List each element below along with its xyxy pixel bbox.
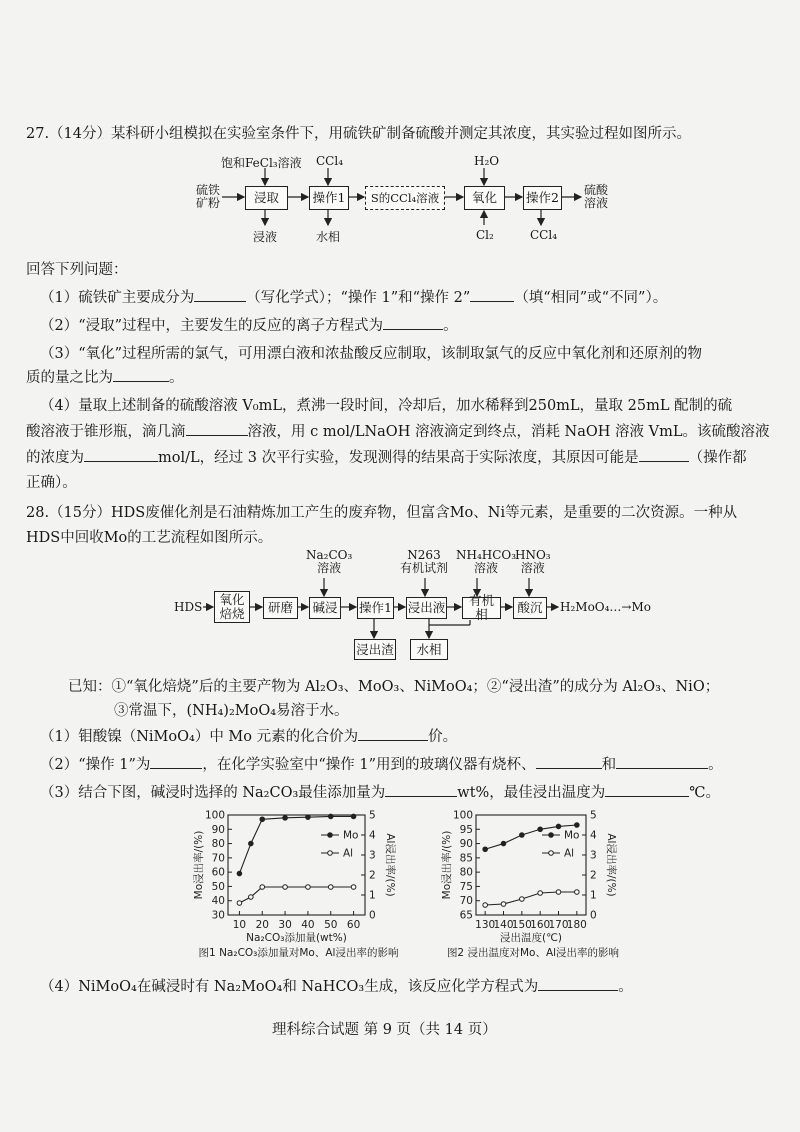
chart2-x-tick-label: 140 (493, 919, 514, 931)
chart1-y2-tick-label: 5 (369, 809, 376, 822)
chart2-legend-al-marker (549, 851, 554, 856)
chart2-series-al-line (485, 892, 577, 905)
q28-part1: （1）钼酸镍（NiMoO₄）中 Mo 元素的化合价为 价。 (40, 729, 458, 745)
chart2-x-axis-label: 浸出温度(℃) (500, 932, 562, 944)
q28-box-organic-phase: 有机相 (462, 597, 501, 619)
chart2-x-tick-label: 150 (511, 919, 532, 931)
q28-stem-line1: 28.（15分）HDS废催化剂是石油精炼加工产生的废弃物，但富含Mo、Ni等元素，是重要的二次资源。一种从 (26, 505, 738, 521)
q28-known-2: ③常温下，(NH₄)₂MoO₄易溶于水。 (114, 703, 349, 719)
chart1-y-tick-label: 50 (211, 880, 225, 893)
q27-part1: （1）硫铁矿主要成分为 （写化学式）；“操作 1”和“操作 2” （填“相同”或“不同”）。 (40, 290, 668, 306)
chart2-series-mo-point (520, 833, 525, 838)
chart2-y-tick-label: 80 (459, 866, 473, 879)
q27-end: 硫酸 溶液 (584, 183, 609, 210)
q27-part4-line4: 正确）。 (26, 475, 77, 491)
chart2-series-al-point (483, 903, 488, 908)
chart2-series-al-point (575, 890, 580, 895)
chart2-y-tick-label: 95 (459, 823, 473, 836)
q28-reagent-hno3: HNO₃ 溶液 (515, 548, 551, 575)
q28-box-roast: 氧化 焙烧 (214, 591, 250, 623)
q28-known-1: 已知：①“氧化焙烧”后的主要产物为 Al₂O₃、MoO₃、NiMoO₄；②“浸出渣”的成分为 Al₂O₃、NiO； (68, 679, 720, 695)
q28-box-aqueous: 水相 (410, 639, 448, 660)
q28-box-residue: 浸出渣 (354, 639, 396, 660)
q27-out-leachate: 浸液 (253, 230, 278, 244)
chart2-series-al-point (520, 897, 525, 902)
chart2-x-tick-label: 130 (475, 919, 496, 931)
chart2-series-mo-point (556, 824, 561, 829)
q28-end-product: H₂MoO₄…→Mo (560, 600, 652, 614)
chart2-y2-axis-label: Al浸出率/(%) (605, 833, 617, 897)
q27-in-fecl3: 饱和FeCl₃溶液 (221, 156, 302, 170)
q27-part4-line2: 酸溶液于锥形瓶，滴几滴 溶液，用 c mol/LNaOH 溶液滴定到终点，消耗 NaOH 溶液 VmL。该硫酸溶液 (26, 424, 770, 440)
chart2-y2-tick-label: 4 (590, 829, 597, 842)
q27-part3-line1: （3）“氧化”过程所需的氯气，可用漂白液和浓盐酸反应制取，该制取氯气的反应中氧化剂和还原剂的物 (40, 346, 703, 362)
chart1-y-axis-label: Mo浸出率/(%) (193, 830, 205, 900)
chart1-y-tick-label: 40 (211, 895, 225, 908)
q27-stem: 27.（14分）某科研小组模拟在实验室条件下，用硫铁矿制备硫酸并测定其浓度，其实验过程如图所示。 (26, 126, 692, 142)
chart2-series-mo-point (538, 827, 543, 832)
q27-part4-line3: 的浓度为 mol/L，经过 3 次平行实验，发现测得的结果高于实际浓度，其原因可能是 （操作都 (26, 450, 747, 466)
q28-stem-line2: HDS中回收Mo的工艺流程如图所示。 (26, 530, 273, 546)
chart2-y-tick-label: 70 (459, 895, 473, 908)
chart1-y2-tick-label: 2 (369, 869, 376, 882)
q27-box-op2: 操作2 (523, 186, 562, 210)
chart2-y-axis-label: Mo浸出率/(%) (441, 830, 453, 900)
chart2-y-tick-label: 65 (459, 909, 473, 922)
q28-box-grind: 研磨 (263, 597, 298, 619)
page-footer: 理科综合试题 第 9 页（共 14 页） (272, 1022, 497, 1038)
chart2-y-tick-label: 100 (452, 809, 473, 822)
q27-box-leach: 浸取 (245, 186, 288, 210)
q27-out-ccl4: CCl₄ (530, 228, 558, 242)
chart2-series-al-point (556, 890, 561, 895)
q27-box-oxidation: 氧化 (464, 186, 505, 210)
q28-reagent-na2co3: Na₂CO₃ 溶液 (306, 548, 353, 575)
chart2-legend-al-label: Al (564, 847, 575, 860)
chart1-x-tick-label: 40 (301, 919, 315, 931)
q27-intro: 回答下列问题： (26, 262, 128, 278)
q28-part2: （2）“操作 1”为 ，在化学实验室中“操作 1”用到的玻璃仪器有烧杯、 和 。 (40, 757, 723, 773)
q28-box-acid-precip: 酸沉 (513, 597, 547, 619)
q27-in-h2o: H₂O (474, 154, 500, 168)
chart1-y-tick-label: 90 (211, 823, 225, 836)
q27-part3-line2: 质的量之比为 。 (26, 370, 184, 386)
q28-start-hds: HDS (174, 600, 203, 614)
q28-reagent-nh4hco3: NH₄HCO₃ 溶液 (456, 548, 517, 575)
chart1-x-tick-label: 60 (346, 919, 361, 931)
chart1-y2-tick-label: 4 (369, 829, 376, 842)
q27-out-cl2: Cl₂ (476, 228, 494, 242)
chart2-y-tick-label: 90 (459, 838, 473, 851)
chart1-x-tick-label: 10 (232, 919, 247, 931)
chart1-y2-tick-label: 3 (369, 849, 376, 862)
chart1-y2-axis-label: Al浸出率/(%) (384, 833, 396, 897)
chart1-x-tick-label: 30 (278, 919, 292, 931)
chart2-title: 图2 浸出温度对Mo、Al浸出率的影响 (446, 947, 620, 959)
chart2-series-mo-point (501, 841, 506, 846)
chart2-series-al-point (538, 891, 543, 896)
chart1-x-tick-label: 50 (324, 919, 338, 931)
chart2-y2-tick-label: 0 (590, 909, 597, 922)
chart1-y2-tick-label: 0 (369, 909, 376, 922)
chart2-y-tick-label: 75 (459, 880, 473, 893)
q28-box-leachate: 浸出液 (406, 597, 447, 619)
chart2-y2-tick-label: 1 (590, 889, 597, 902)
q27-box-op1: 操作1 (309, 186, 349, 210)
q28-box-op1: 操作1 (357, 597, 394, 619)
q28-part4: （4）NiMoO₄在碱浸时有 Na₂MoO₄和 NaHCO₃生成，该反应化学方程式为 。 (40, 979, 633, 995)
q28-box-alkali-leach: 碱浸 (309, 597, 341, 619)
chart2-series-mo-point (575, 823, 580, 828)
chart2-series-mo-point (483, 847, 488, 852)
chart1-legend-al-label: Al (343, 847, 354, 860)
chart1-title: 图1 Na₂CO₃添加量对Mo、Al浸出率的影响 (198, 947, 399, 959)
q27-part2: （2）“浸取”过程中，主要发生的反应的离子方程式为 。 (40, 318, 458, 334)
chart1-y2-tick-label: 1 (369, 889, 376, 902)
chart2-y2-tick-label: 5 (590, 809, 597, 822)
chart2-x-tick-label: 180 (566, 919, 587, 931)
chart1-y-tick-label: 70 (211, 852, 225, 865)
q27-box-s-ccl4: S的CCl₄溶液 (365, 186, 445, 210)
chart2-y-tick-label: 85 (459, 852, 473, 865)
chart2-x-tick-label: 170 (548, 919, 569, 931)
chart2-series-al-point (501, 902, 506, 907)
chart2-legend-mo-label: Mo (564, 829, 580, 842)
chart2-y2-tick-label: 3 (590, 849, 597, 862)
q27-out-aqueous: 水相 (316, 230, 341, 244)
q28-part3: （3）结合下图，碱浸时选择的 Na₂CO₃最佳添加量为 wt%，最佳浸出温度为 ℃。 (40, 785, 721, 801)
chart1-y-tick-label: 100 (204, 809, 225, 822)
q27-start: 硫铁 矿粉 (196, 183, 221, 210)
chart2-x-tick-label: 160 (530, 919, 551, 931)
q27-in-ccl4: CCl₄ (316, 154, 344, 168)
chart1-y-tick-label: 60 (211, 866, 225, 879)
q28-reagent-n263: N263 有机试剂 (400, 548, 449, 575)
chart2-y2-tick-label: 2 (590, 869, 597, 882)
chart1-x-tick-label: 20 (255, 919, 269, 931)
q27-part4-line1: （4）量取上述制备的硫酸溶液 V₀mL，煮沸一段时间，冷却后，加水稀释到250mL，量取 25mL 配制的硫 (40, 398, 733, 414)
chart1-x-axis-label: Na₂CO₃添加量(wt%) (246, 932, 347, 944)
chart1-y-tick-label: 30 (211, 909, 225, 922)
chart1-legend-mo-label: Mo (343, 829, 359, 842)
chart1-y-tick-label: 80 (211, 838, 225, 851)
chart2-legend-mo-marker (549, 833, 554, 838)
